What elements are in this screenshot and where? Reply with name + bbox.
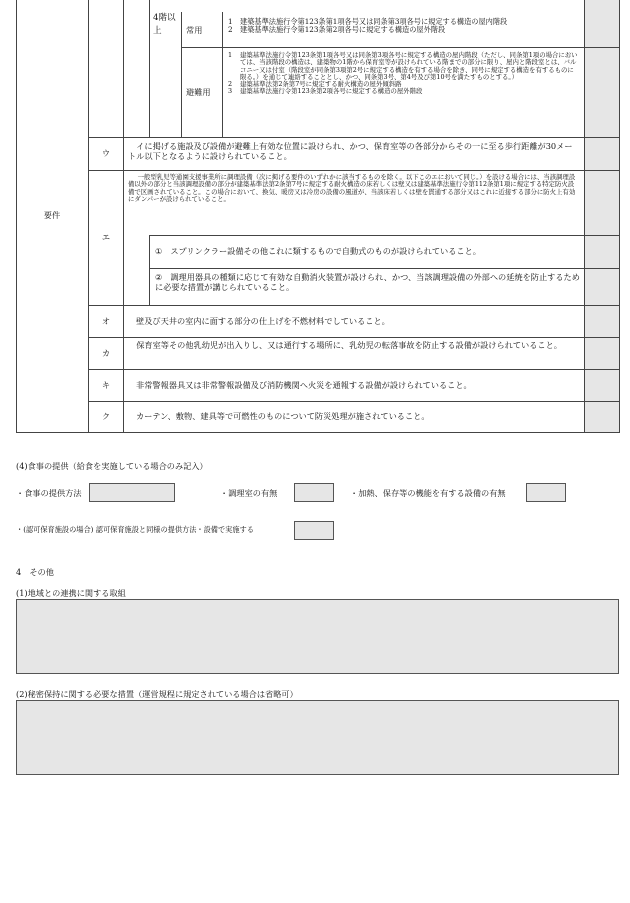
row-e-sub-2: ② 調理用器具の種類に応じて有効な自動消火装置が設けられ、かつ、当該調理設備の外部への延焼を防止するために必要な措置が講じられていること。 bbox=[155, 272, 580, 292]
certified-label: ・(認可保育施設の場合) 認可保育施設と同様の提供方法・設備で実施する bbox=[16, 525, 254, 534]
privacy-label: (2)秘密保持に関する必要な措置（運営規程に規定されている場合は省略可） bbox=[16, 689, 298, 699]
evacuation-label: 避難用 bbox=[186, 86, 211, 97]
community-label: (1)地域との連携に関する取組 bbox=[16, 588, 126, 598]
regular-list: 1 建築基準法施行令第123条第1項各号又は同条第3項各号に規定する構造の屋内階段 2 建築基準法施行令第123条第2項各号に規定する構造の屋外階段 bbox=[228, 17, 508, 35]
privacy-field[interactable] bbox=[16, 700, 619, 775]
regular-label: 常用 bbox=[186, 24, 203, 35]
row-e-text: 一般型乳児等通園支援事業所に調理設備（次に掲げる要件のいずれかに該当するものを除く。以下このエにおいて同じ。）を設ける場合には、当該調理設備以外の部分と当該調理設備の部分が建築基準法第2条第7号に規定する耐火構造の床若しくは壁又は建築基準法施行令第112条第1項に規定する特定防火設備で区画されていること。この場合において、換気、暖房又は冷房の設備の風道が、当該床若しくは壁を貫通する部分又はこれに近接する部分に防火上有効にダンパーが設けられていること。 bbox=[128, 173, 576, 203]
row-ka-text: 保育室等その他乳幼児が出入りし、又は通行する場所に、乳幼児の転落事故を防止する設備が設けられていること。 bbox=[136, 340, 562, 350]
row-e-sub-1: ① スプリンクラー設備その他これに類するもので自動式のものが設けられていること。 bbox=[155, 246, 481, 257]
equipment-field[interactable] bbox=[526, 483, 566, 502]
kitchen-field[interactable] bbox=[294, 483, 334, 502]
evacuation-list: 1 建築基準法施行令第123条第1項各号又は同条第3項各号に規定する構造の屋内階段（ただし、同条第1項の場合においては、当該階段の構造は、建築物の1階から保育室等が設けられている階までの部分に限り、屋内と階段室とは、バルコニー又は付室（階段室が同条第3項第2号に規定する構造を有する場合を除き、同号に規定する構造を有するものに限る。）を通じて連絡することとし、かつ、同条第3号、第4号及び第10号を満たすものとする。） 2 建築基準法第2条第7号に規定する耐火構造の屋外傾斜路 3 建築基準法施行令第123条第2項各号に規定する構造の屋外階段 bbox=[228, 51, 578, 96]
equipment-label: ・加熱、保存等の機能を有する設備の有無 bbox=[350, 488, 506, 498]
row-o-label: オ bbox=[101, 315, 111, 326]
meal-method-label: ・食事の提供方法 bbox=[16, 488, 82, 498]
row-ki-text: 非常警報器具又は非常警報設備及び消防機関へ火災を通報する設備が設けられていること。 bbox=[136, 379, 472, 390]
meal-method-field[interactable] bbox=[89, 483, 175, 502]
row-o-text: 壁及び天井の室内に面する部分の仕上げを不燃材料でしていること。 bbox=[136, 315, 390, 326]
row-u-label: ウ bbox=[101, 148, 111, 159]
row-ku-text: カーテン、敷物、建具等で可燃性のものについて防災処理が施されていること。 bbox=[136, 411, 430, 422]
community-field[interactable] bbox=[16, 599, 619, 674]
check-column bbox=[584, 0, 619, 432]
other-heading: 4 その他 bbox=[16, 567, 54, 577]
row-ka-label: カ bbox=[101, 347, 111, 358]
certified-field[interactable] bbox=[294, 521, 334, 540]
floor4-label: 4階以上 bbox=[153, 13, 176, 36]
row-u-text: イに掲げる施設及び設備が避難上有効な位置に設けられ、かつ、保育室等の各部分からその一に至る歩行距離が30メートル以下となるように設けられていること。 bbox=[128, 141, 573, 161]
kitchen-label: ・調理室の有無 bbox=[220, 488, 278, 498]
row-ki-label: キ bbox=[101, 379, 111, 390]
row-ku-label: ク bbox=[101, 411, 111, 422]
row-e-label: エ bbox=[101, 232, 111, 243]
meal-heading: (4)食事の提供（給食を実施している場合のみ記入） bbox=[16, 461, 208, 471]
requirements-label: 要件 bbox=[43, 210, 61, 221]
